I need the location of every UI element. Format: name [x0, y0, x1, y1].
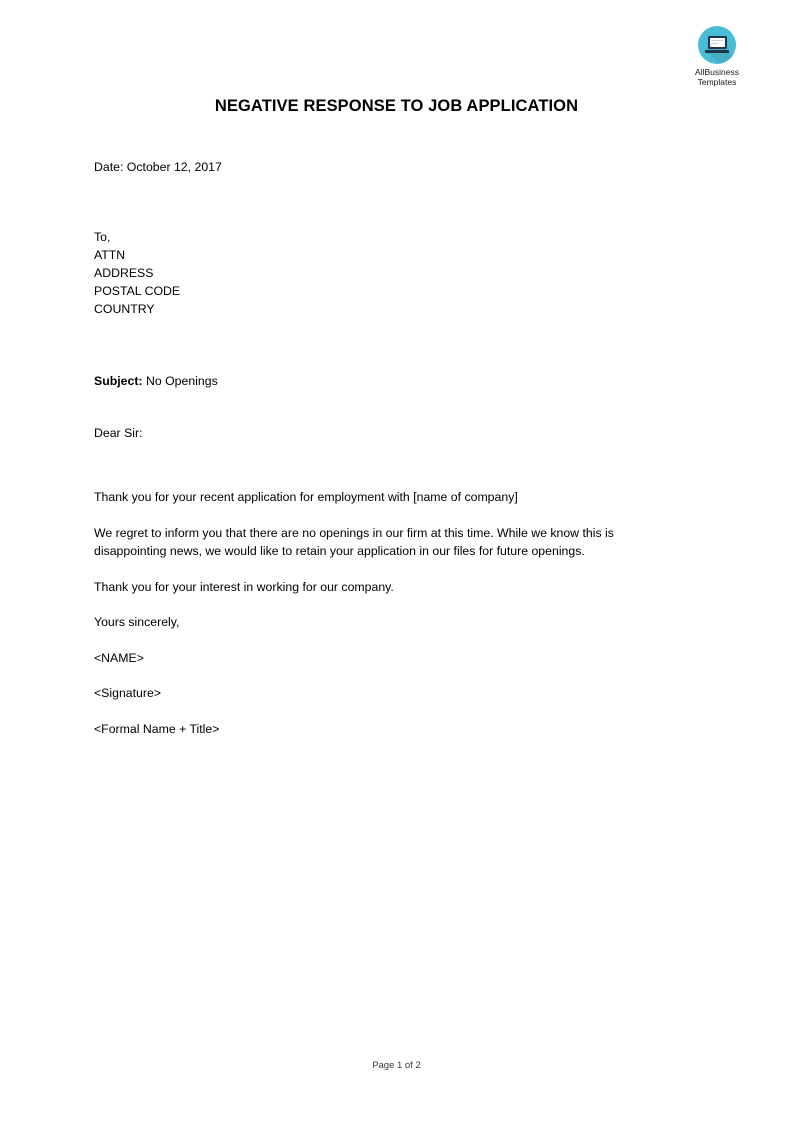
- recipient-line: ADDRESS: [94, 266, 154, 280]
- brand-name-line2: Templates: [697, 77, 737, 87]
- recipient-line: ATTN: [94, 248, 126, 262]
- document-body: [94, 158, 684, 755]
- signature-title: <Formal Name + Title>: [94, 721, 220, 736]
- subject-value: No Openings: [145, 374, 218, 388]
- subject-line: [94, 372, 684, 390]
- page-footer: Page 1 of 2: [372, 1060, 421, 1071]
- closing-line: Yours sincerely,: [94, 615, 180, 629]
- body-paragraph-2: We regret to inform you that there are no openings in our firm at this time. While we know this is disappointing news, we would like to retain your application in our files for future openings.: [94, 525, 614, 558]
- signature-placeholder: <Signature>: [94, 686, 162, 700]
- laptop-lid: [708, 36, 727, 49]
- spacer: [94, 390, 684, 424]
- spacer: [94, 176, 684, 228]
- recipient-line: POSTAL CODE: [94, 284, 181, 298]
- laptop-glyph: [705, 36, 729, 54]
- recipient-line: To,: [94, 230, 111, 244]
- recipient-block: [94, 228, 684, 318]
- body-paragraph-3: Thank you for your interest in working for our company.: [94, 579, 394, 594]
- brand-name: [669, 67, 765, 87]
- laptop-screen: [710, 38, 725, 47]
- salutation: Dear Sir:: [94, 426, 143, 440]
- page-title: NEGATIVE RESPONSE TO JOB APPLICATION: [214, 97, 579, 115]
- spacer: [94, 442, 684, 488]
- brand-name-line1: AllBusiness: [695, 67, 739, 77]
- recipient-line: COUNTRY: [94, 302, 155, 316]
- screen-line: [711, 40, 723, 41]
- laptop-icon: [698, 26, 736, 64]
- signature-name: <NAME>: [94, 650, 144, 665]
- spacer: [94, 318, 684, 372]
- subject-label: Subject:: [94, 374, 143, 388]
- brand-logo: [669, 26, 765, 87]
- body-paragraph-1: Thank you for your recent application for employment with [name of company]: [94, 490, 518, 504]
- laptop-base: [705, 50, 729, 53]
- screen-line: [711, 43, 718, 44]
- date-line: Date: October 12, 2017: [94, 160, 222, 174]
